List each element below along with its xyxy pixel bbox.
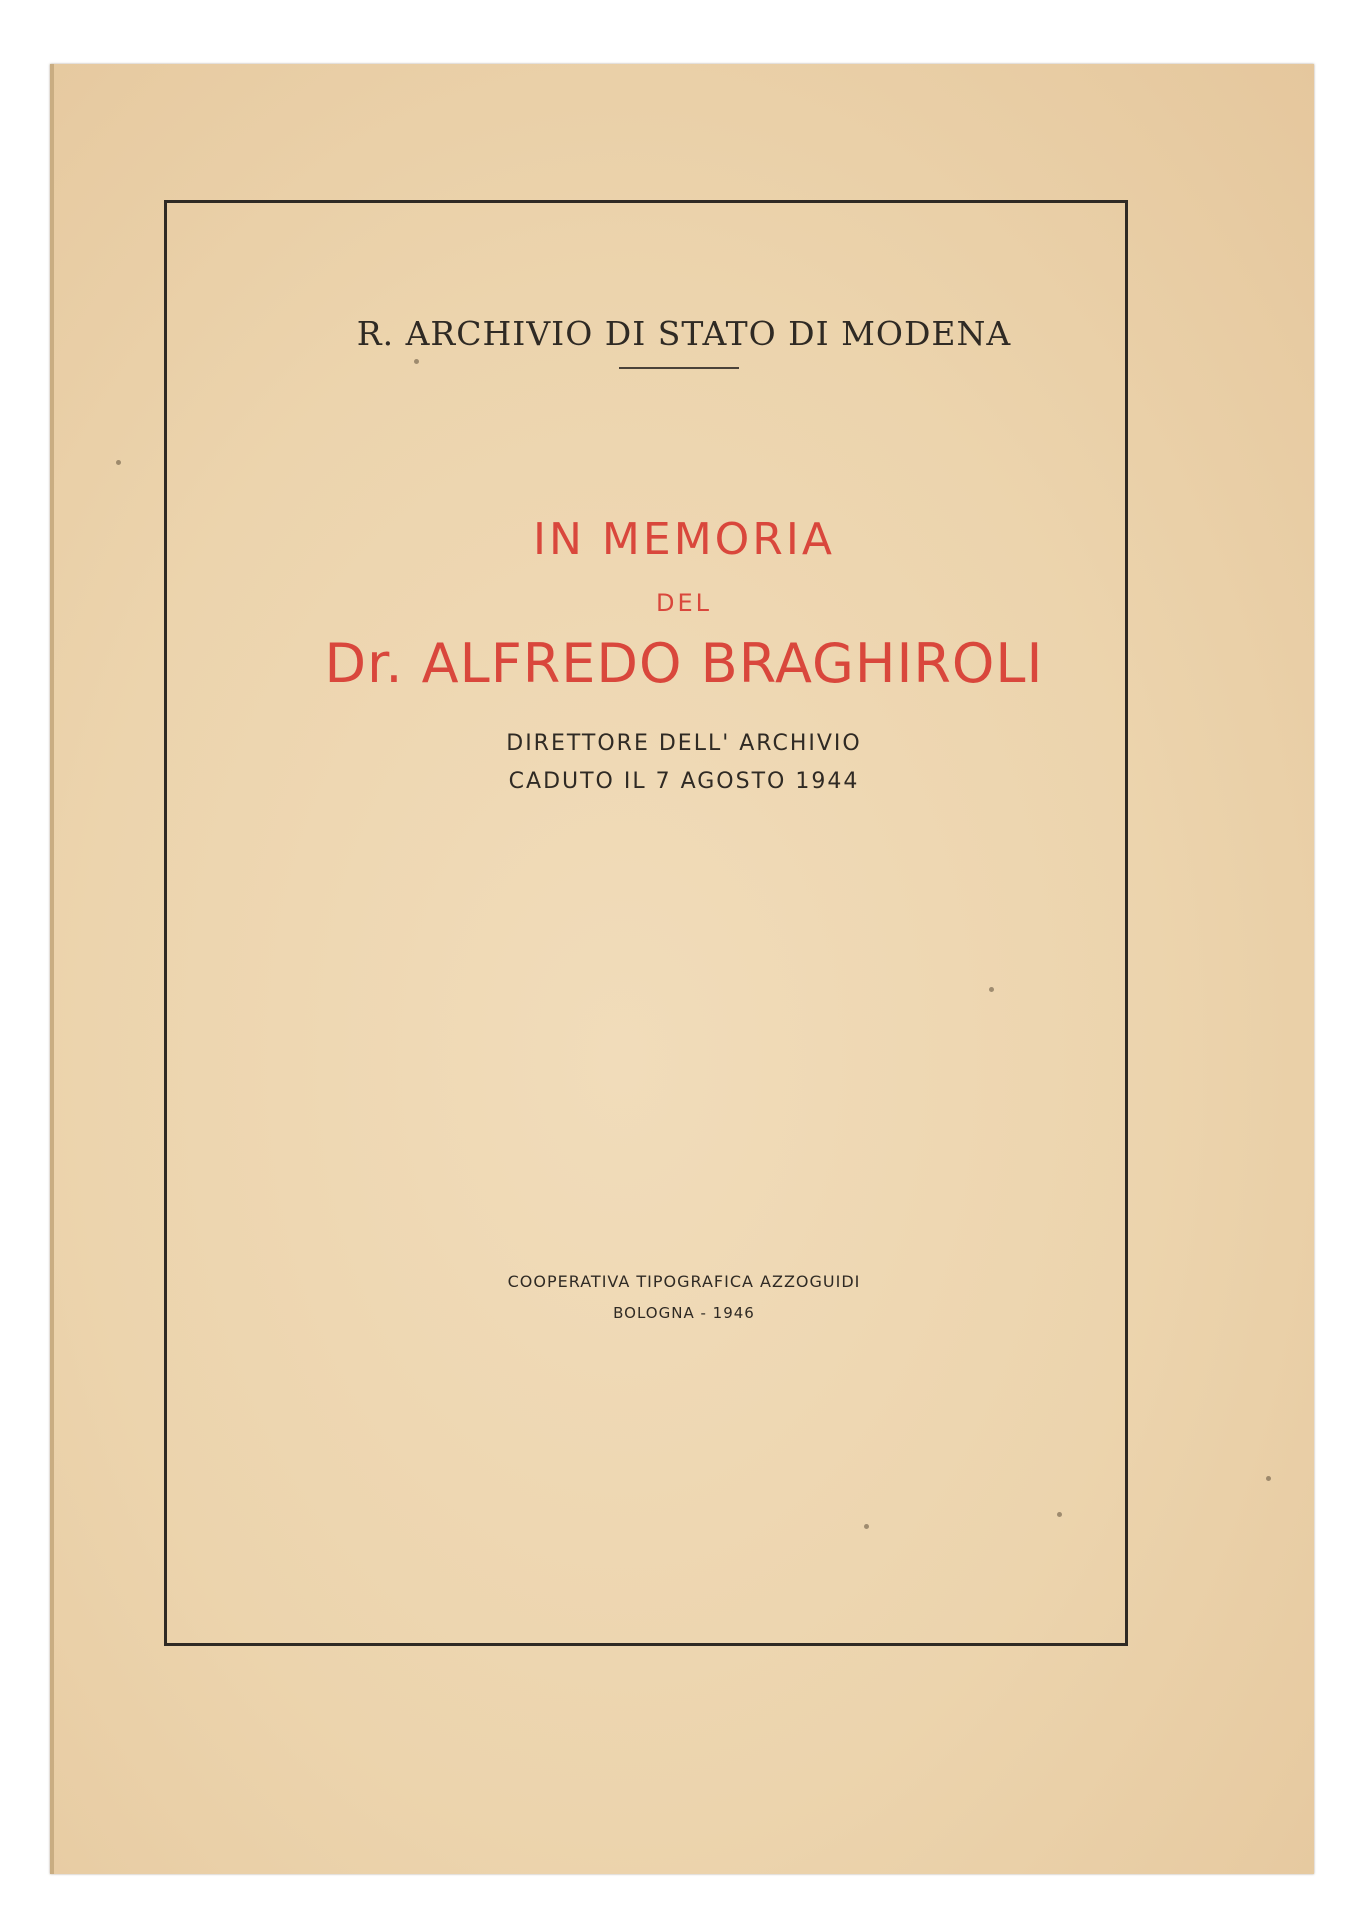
memorial-title: IN MEMORIA: [533, 514, 835, 565]
honoree-name: Dr. ALFREDO BRAGHIROLI: [324, 632, 1044, 695]
book-cover: [50, 64, 1314, 1874]
heading-divider: [619, 367, 739, 369]
publisher-name: COOPERATIVA TIPOGRAFICA AZZOGUIDI: [507, 1272, 861, 1291]
paper-speck: [1057, 1512, 1062, 1517]
title-connector: DEL: [655, 589, 712, 617]
paper-speck: [414, 359, 419, 364]
paper-speck: [989, 987, 994, 992]
paper-speck: [1266, 1476, 1271, 1481]
institution-heading: R. ARCHIVIO DI STATO DI MODENA: [356, 314, 1012, 353]
cover-frame: [164, 200, 1128, 1646]
honoree-role: DIRETTORE DELL' ARCHIVIO: [506, 731, 862, 756]
date-of-death: CADUTO IL 7 AGOSTO 1944: [508, 769, 860, 794]
paper-speck: [116, 460, 121, 465]
paper-speck: [864, 1524, 869, 1529]
publication-place-year: BOLOGNA - 1946: [613, 1304, 755, 1322]
